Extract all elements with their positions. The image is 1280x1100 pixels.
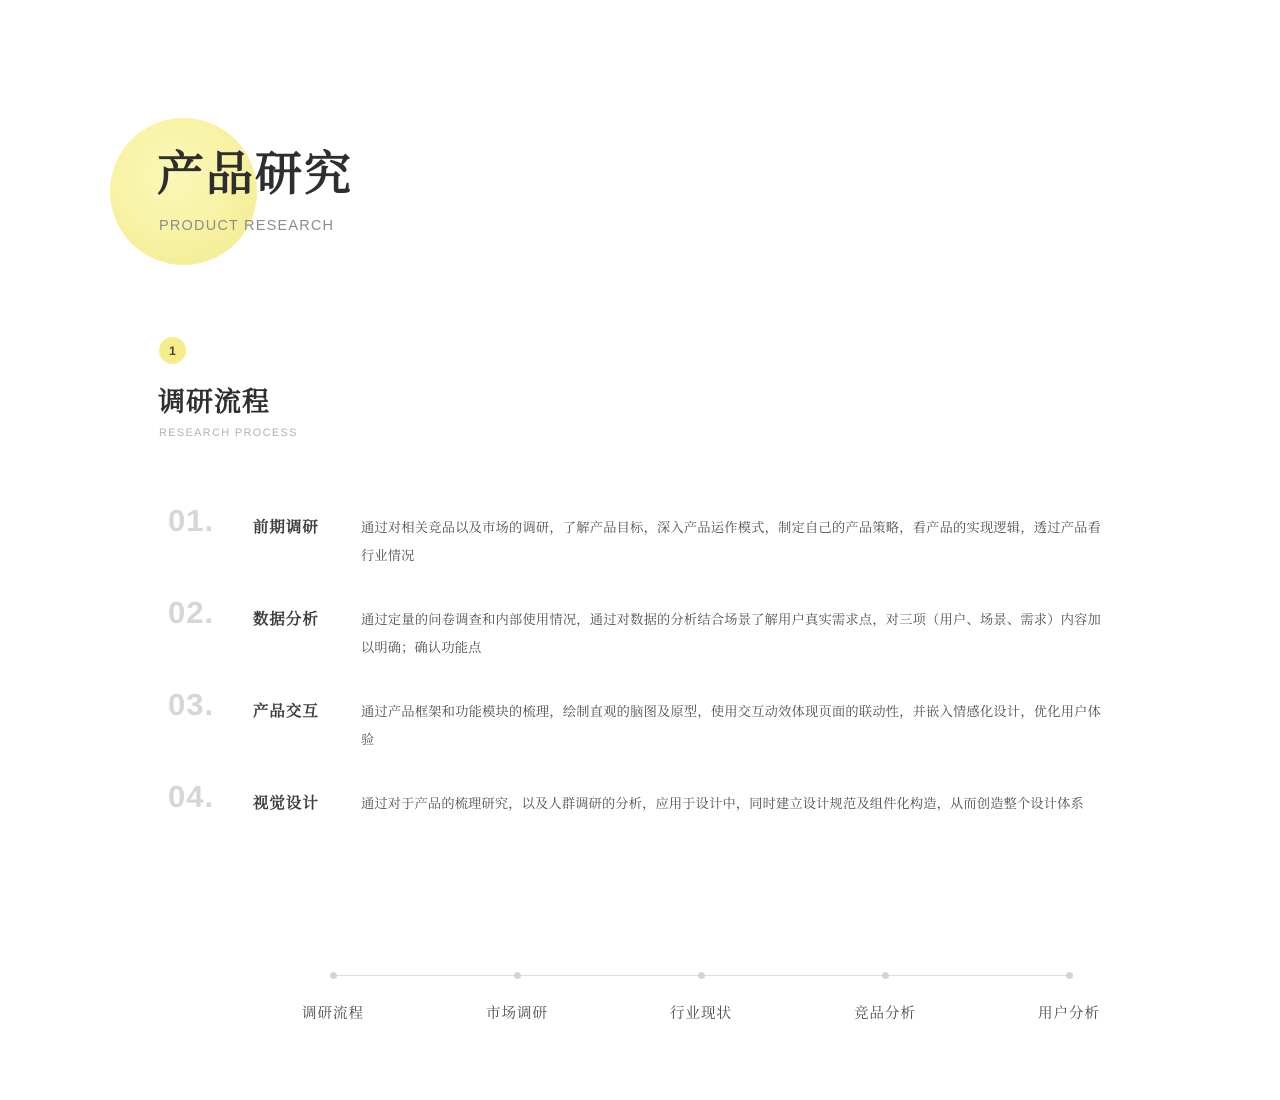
process-step-row <box>0 689 1280 781</box>
step-description: 通过产品框架和功能模块的梳理，绘制直观的脑图及原型，使用交互动效体现页面的联动性，并嵌入情感化设计，优化用户体验 <box>361 704 1101 747</box>
page-title-block <box>110 118 710 268</box>
step-label: 数据分析 <box>253 611 320 628</box>
section-number-badge: 1 <box>159 337 186 364</box>
footer-nav-item[interactable] <box>989 960 1149 1023</box>
footer-nav-label: 竞品分析 <box>854 1006 916 1022</box>
section-title: 调研流程 <box>158 387 270 417</box>
footer-nav-label: 行业现状 <box>670 1006 732 1022</box>
step-description: 通过定量的问卷调查和内部使用情况，通过对数据的分析结合场景了解用户真实需求点，对三项（用户、场景、需求）内容加以明确；确认功能点 <box>361 612 1101 655</box>
step-label: 产品交互 <box>253 703 320 720</box>
footer-nav-item[interactable] <box>253 960 413 1023</box>
nav-dot-icon <box>330 972 337 979</box>
step-description: 通过对相关竞品以及市场的调研，了解产品目标，深入产品运作模式，制定自己的产品策略，看产品的实现逻辑，透过产品看行业情况 <box>361 520 1101 563</box>
step-description: 通过对于产品的梳理研究，以及人群调研的分析，应用于设计中，同时建立设计规范及组件化构造，从而创造整个设计体系 <box>361 796 1084 811</box>
page-title-subtitle: PRODUCT RESEARCH <box>159 218 335 234</box>
process-step-row <box>0 597 1280 689</box>
footer-nav-item[interactable] <box>437 960 597 1023</box>
step-number: 01. <box>168 503 215 538</box>
footer-nav-label: 市场调研 <box>486 1006 548 1022</box>
section-subtitle: RESEARCH PROCESS <box>159 427 298 439</box>
nav-dot-icon <box>698 972 705 979</box>
footer-nav-item[interactable] <box>621 960 781 1023</box>
footer-nav-item[interactable] <box>805 960 965 1023</box>
footer-nav <box>0 960 1280 1040</box>
nav-dot-icon <box>882 972 889 979</box>
process-step-list <box>0 505 1280 873</box>
step-number: 04. <box>168 779 215 814</box>
process-step-row <box>0 505 1280 597</box>
nav-dot-icon <box>514 972 521 979</box>
step-number: 02. <box>168 595 215 630</box>
process-step-row <box>0 781 1280 873</box>
step-label: 前期调研 <box>253 519 320 536</box>
footer-nav-label: 调研流程 <box>302 1006 364 1022</box>
nav-dot-icon <box>1066 972 1073 979</box>
page-title: 产品研究 <box>157 147 353 200</box>
footer-nav-label: 用户分析 <box>1038 1006 1100 1022</box>
step-label: 视觉设计 <box>253 795 320 812</box>
step-number: 03. <box>168 687 215 722</box>
